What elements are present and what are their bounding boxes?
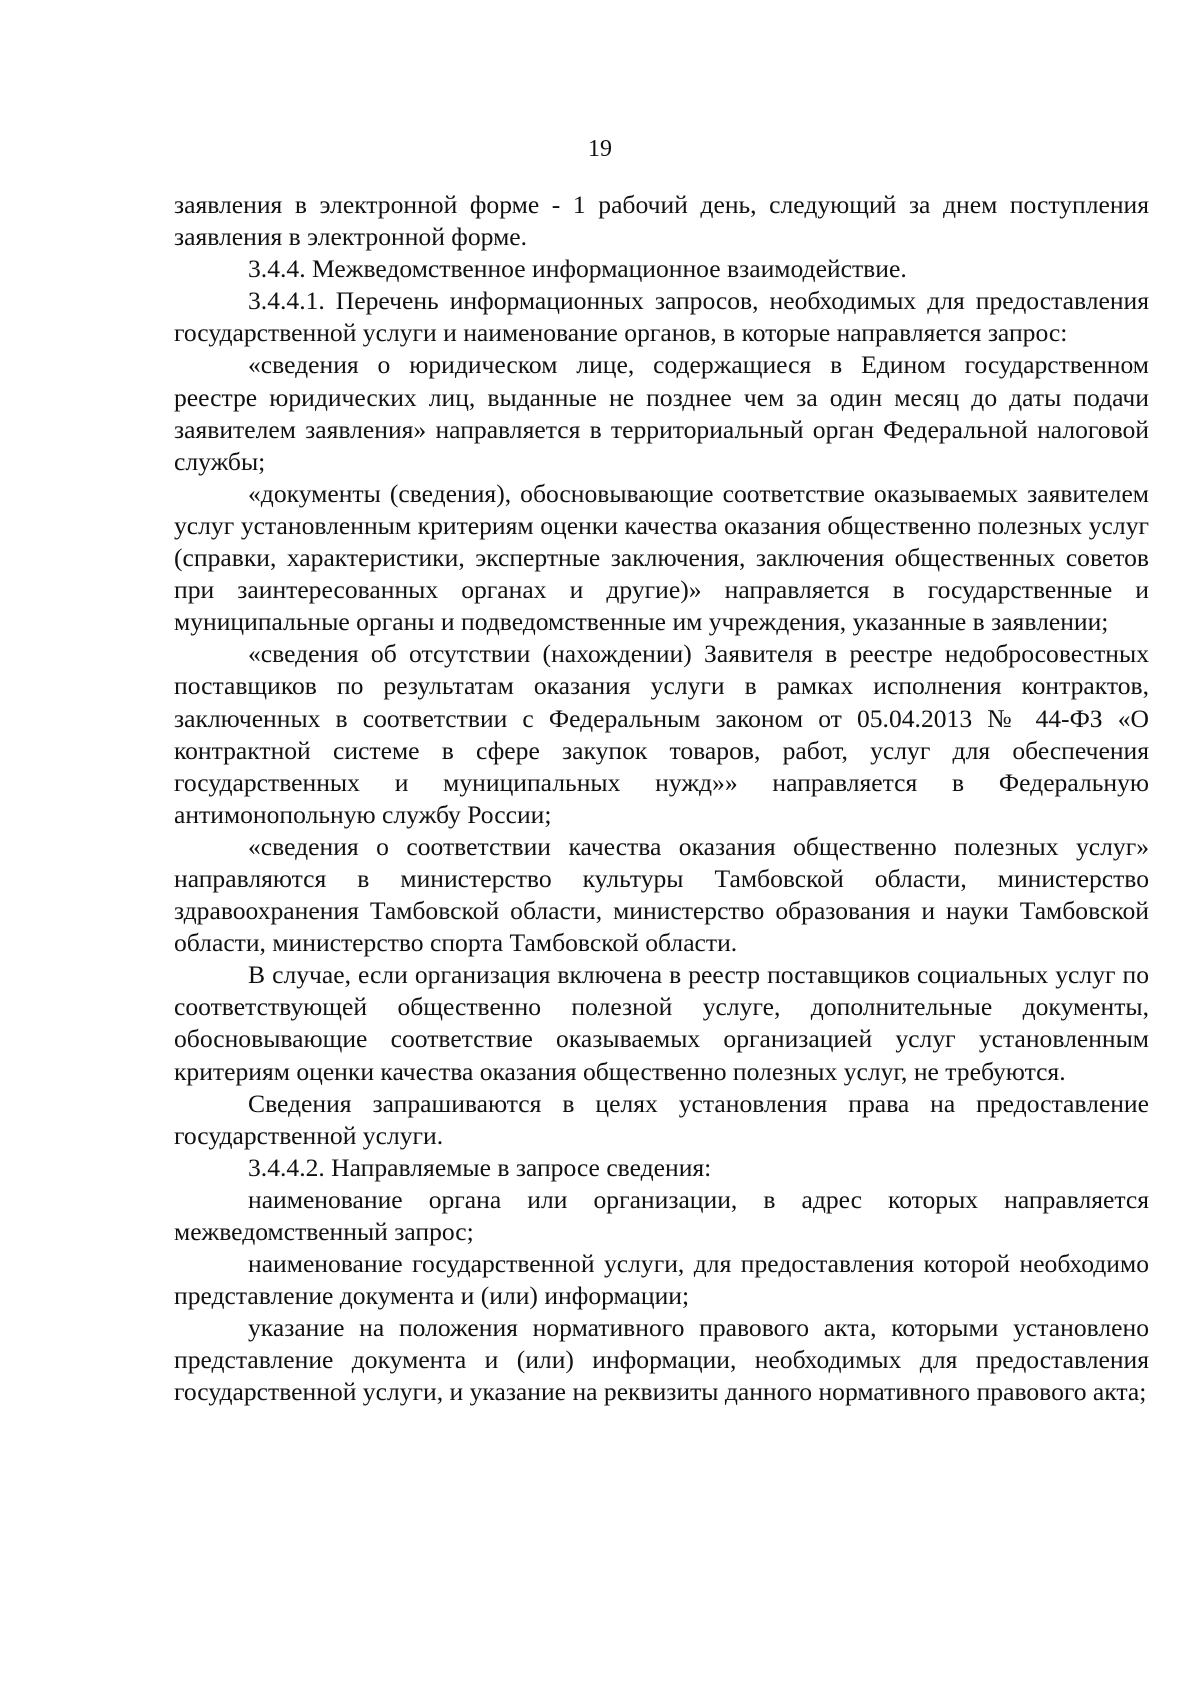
list-item: указание на положения нормативного правового акта, которыми установлено представление документа и (или) информации, необходимых для предоставления государственной услуги, и указание на реквизиты данного нормативного правового акта; bbox=[174, 1313, 1149, 1407]
paragraph: 3.4.4.1. Перечень информационных запросов, необходимых для предоставления государственной услуги и наименование органов, в которые направляется запрос: bbox=[174, 286, 1149, 348]
document-body bbox=[174, 189, 1149, 1409]
section-heading-3-4-4: 3.4.4. Межведомственное информационное взаимодействие. bbox=[248, 254, 907, 284]
section-heading-3-4-4-2: 3.4.4.2. Направляемые в запросе сведения: bbox=[248, 1152, 712, 1182]
paragraph: Сведения запрашиваются в целях установления права на предоставление государственной услуги. bbox=[174, 1088, 1149, 1150]
paragraph: В случае, если организация включена в реестр поставщиков социальных услуг по соответствующей общественно полезной услуге, дополнительные документы, обосновывающие соответствие оказываемых организацией услуг установленным критериям оценки качества оказания общественно полезных услуг, не требуются. bbox=[174, 960, 1149, 1086]
list-item: «сведения о соответствии качества оказания общественно полезных услуг» направляются в министерство культуры Тамбовской области, министерство здравоохранения Тамбовской области, министерство образования и науки Тамбовской области, министерство спорта Тамбовской области. bbox=[174, 831, 1149, 958]
list-item: наименование органа или организации, в адрес которых направляется межведомственный запрос; bbox=[174, 1184, 1149, 1246]
list-item: «сведения о юридическом лице, содержащиеся в Едином государственном реестре юридических лиц, выданные не позднее чем за один месяц до даты подачи заявителем заявления» направляется в территориальный орган Федеральной налоговой службы; bbox=[174, 350, 1149, 476]
paragraph: заявления в электронной форме - 1 рабочий день, следующий за днем поступления заявления в электронной форме. bbox=[174, 190, 1149, 252]
list-item: наименование государственной услуги, для предоставления которой необходимо представление документа и (или) информации; bbox=[174, 1249, 1149, 1311]
list-item: «документы (сведения), обосновывающие соответствие оказываемых заявителем услуг установленным критериям оценки качества оказания общественно полезных услуг (справки, характеристики, экспертные заключения, заключения общественных советов при заинтересованных органах и другие)» направляется в государственные и муниципальные органы и подведомственные им учреждения, указанные в заявлении; bbox=[174, 478, 1149, 637]
list-item: «сведения об отсутствии (нахождении) Заявителя в реестре недобросовестных поставщиков по результатам оказания услуги в рамках исполнения контрактов, заключенных в соответствии с Федеральным законом от 05.04.2013 № 44-ФЗ «О контрактной системе в сфере закупок товаров, работ, услуг для обеспечения государственных и муниципальных нужд»» направляется в Федеральную антимонопольную службу России; bbox=[174, 639, 1149, 829]
page-number: 19 bbox=[588, 136, 612, 162]
